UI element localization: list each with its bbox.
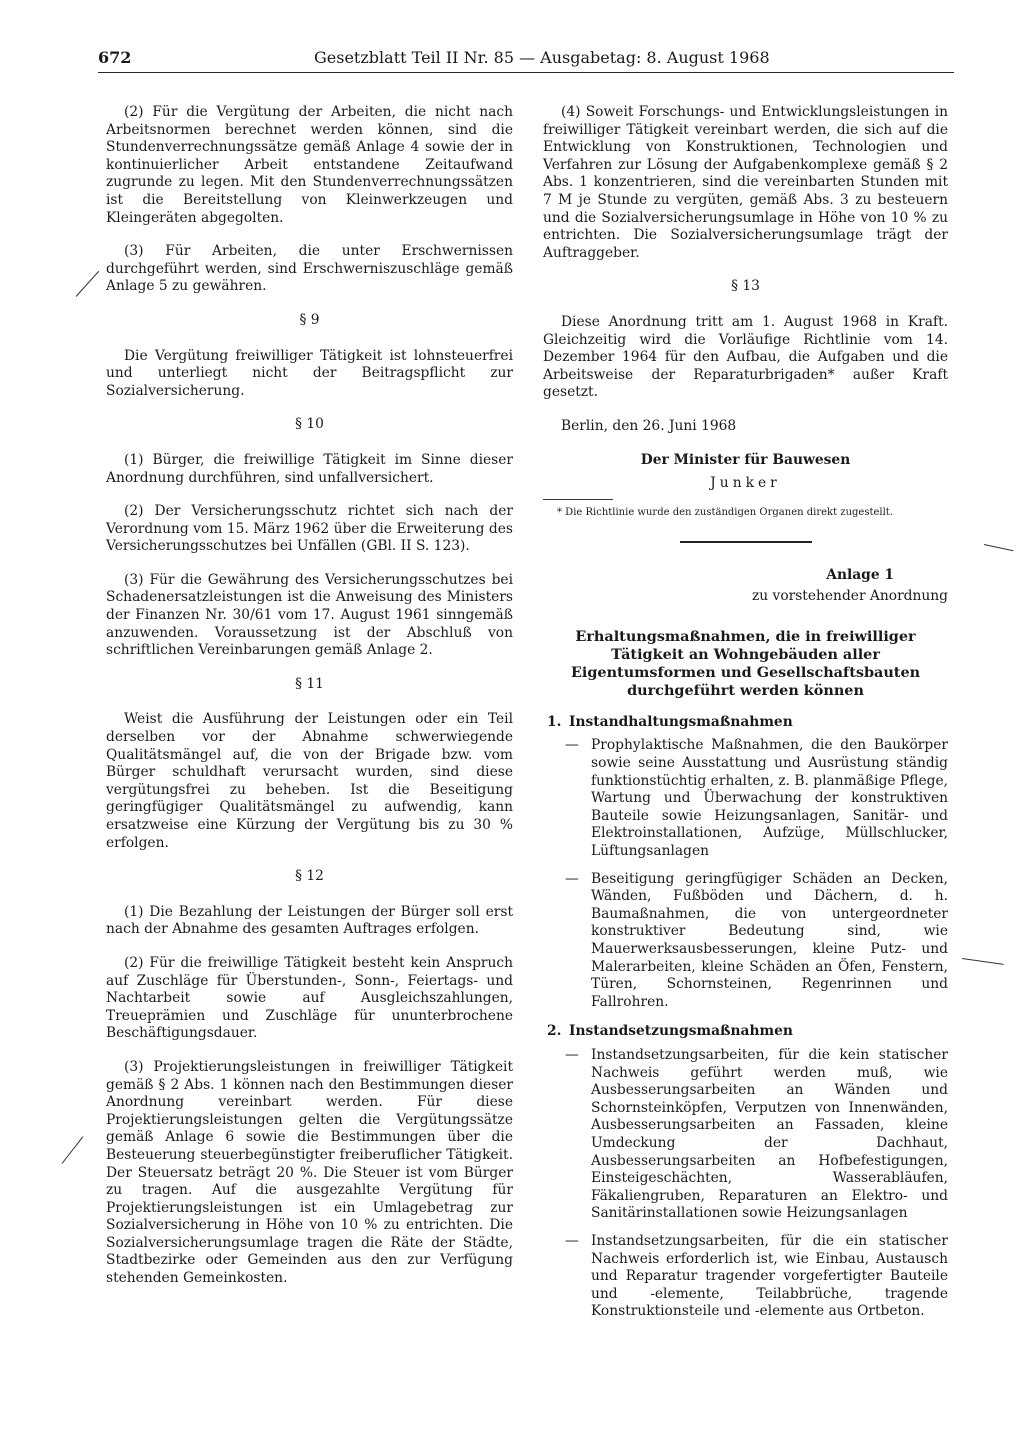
subsection-title: Instandsetzungsmaßnahmen <box>569 1023 793 1040</box>
paragraph: (4) Soweit Forschungs- und Entwicklungsleistungen in freiwilliger Tätigkeit vereinbart werden, die sich auf die Entwicklung von Konstruktionen, Technologien und Verfahren zur Lösung der Aufgabenkomplexe gemäß § 2 Abs. 1 konzentrieren, sind die vereinbarten Stunden mit 7 M je Stunde zu vergüten, gemäß Abs. 3 zu besteuern und die Sozialversicherungsumlage in Höhe von 10 % zu entrichten. Die Sozialversicherungsumlage trägt der Auftraggeber. <box>543 104 948 261</box>
footnote-rule <box>543 499 613 500</box>
list-item <box>543 1233 948 1321</box>
place-date: Berlin, den 26. Juni 1968 <box>561 417 737 434</box>
list-item-text: Instandsetzungsarbeiten, für die ein statischer Nachweis erforderlich ist, wie Einbau, Austausch und Reparatur tragender vorgefertigter Bauteile und -elemente, Teilabbrüche, tragende Konstruktionsteile und -elemente aus Ortbeton. <box>591 1232 948 1320</box>
paragraph: (3) Für die Gewährung des Versicherungsschutzes bei Schadenersatzleistungen ist die Anweisung des Ministers der Finanzen Nr. 30/61 vom 17. August 1961 sinngemäß anzuwenden. Voraussetzung ist der Abschluß von schriftlichen Vereinbarungen gemäß Anlage 2. <box>106 571 513 659</box>
paragraph: Diese Anordnung tritt am 1. August 1968 in Kraft. Gleichzeitig wird die Vorläufige Richtlinie vom 14. Dezember 1964 für den Aufbau, die Aufgaben und die Arbeitsweise der Reparaturbrigaden* außer Kraft gesetzt. <box>543 313 948 401</box>
minister-signature-name: Junker <box>710 475 781 492</box>
annex-subtitle: zu vorstehender Anordnung <box>751 588 948 605</box>
list-item-text: Prophylaktische Maßnahmen, die den Baukörper sowie seine Ausstattung und Ausrüstung ständig funktionstüchtig erhalten, z. B. planmäßige Pflege, Wartung und Überwachung der konstruktiven Bauteile sowie Heizungsanlagen, Sanitär- und Elektroinstallationen, Aufzüge, Müllschlucker, Lüftungsanlagen <box>591 737 948 860</box>
list-item-text: Instandsetzungsarbeiten, für die kein statischer Nachweis geführt werden muß, wie Ausbesserungsarbeiten an Wänden und Schornsteinköpfen, Verputzen von Innenwänden, Ausbesserungsarbeiten an Fassaden, kleine Umdeckung der Dachhaut, Ausbesserungsarbeiten an Hofbefestigungen, Einsteigeschächten, Wasserabläufen, Fäkaliengruben, Reparaturen an Elektro- und Sanitärinstallationen sowie Heizungsanlagen <box>591 1046 948 1222</box>
dash-bullet: — <box>565 1232 579 1249</box>
paragraph: (3) Für Arbeiten, die unter Erschwernissen durchgeführt werden, sind Erschwerniszuschläge gemäß Anlage 5 zu gewähren. <box>106 243 513 295</box>
footnote: * Die Richtlinie wurde den zuständigen Organen direkt zugestellt. <box>557 506 893 518</box>
paragraph: Weist die Ausführung der Leistungen oder ein Teil derselben vor der Abnahme schwerwiegende Qualitätsmängel auf, die von der Brigade bzw. vom Bürger schuldhaft verursacht wurden, sind diese vergütungsfrei zu beheben. Ist die Beseitigung geringfügiger Qualitätsmängel zu aufwendig, kann ersatzweise eine Kürzung der Vergütung bis zu 30 % erfolgen. <box>106 711 513 851</box>
paragraph: (1) Bürger, die freiwillige Tätigkeit im Sinne dieser Anordnung durchführen, sind unfallversichert. <box>106 451 513 486</box>
paragraph: (3) Projektierungsleistungen in freiwilliger Tätigkeit gemäß § 2 Abs. 1 können nach den Bestimmungen dieser Anordnung vereinbart werden. Für diese Projektierungsleistungen gelten die Vergütungssätze gemäß Anlage 6 sowie die Bestimmungen über die Besteuerung steuerbegünstigter freiberuflicher Tätigkeit. Der Steuersatz beträgt 20 %. Die Steuer ist vom Bürger zu tragen. Auf die ausgezahlte Vergütung für Projektierungsleistungen ist ein Umlagebetrag zur Sozialversicherung in Höhe von 10 % zu entrichten. Die Sozialversicherungsumlage tragen die Räte der Städte, Stadtbezirke oder Gemeinden aus den zur Verfügung stehenden Gemeinkosten. <box>106 1058 513 1287</box>
subsection-number: 1. <box>547 713 562 730</box>
list-item <box>543 871 948 1012</box>
annex-heading: Erhaltungsmaßnahmen, die in freiwilliger Tätigkeit an Wohngebäuden aller Eigentumsformen und Gesellschaftsbauten durchgeführt werden können <box>570 627 921 699</box>
annex-title: Anlage 1 <box>826 566 894 583</box>
margin-pen-mark <box>984 544 1014 551</box>
subsection-number: 2. <box>547 1023 562 1040</box>
dash-bullet: — <box>565 1046 579 1063</box>
paragraph: (2) Für die Vergütung der Arbeiten, die nicht nach Arbeitsnormen berechnet werden können, sind die Stundenverrechnungssätze gemäß Anlage 4 sowie der in kontinuierlicher Arbeit entstandene Zeitaufwand zugrunde zu legen. Mit den Stundenverrechnungssätzen ist die Bereitstellung von Kleinwerkzeugen und Kleingeräten abgegolten. <box>106 104 513 226</box>
page-number: 672 <box>98 48 132 67</box>
dash-bullet: — <box>565 737 579 754</box>
section-heading: § 11 <box>295 675 324 692</box>
subsection-heading <box>547 714 948 732</box>
paragraph: (2) Für die freiwillige Tätigkeit besteht kein Anspruch auf Zuschläge für Überstunden-, Sonn-, Feiertags- und Nachtarbeit sowie auf Ausgleichszahlungen, Treueprämien und Zuschläge für ununterbrochene Beschäftigungsdauer. <box>106 954 513 1042</box>
list-item <box>543 737 948 860</box>
page-header <box>98 48 954 72</box>
section-heading: § 12 <box>295 868 324 885</box>
paragraph: Die Vergütung freiwilliger Tätigkeit ist lohnsteuerfrei und unterliegt nicht der Beitragspflicht zur Sozialversicherung. <box>106 347 513 399</box>
paragraph: (2) Der Versicherungsschutz richtet sich nach der Verordnung vom 15. März 1962 über die Erweiterung des Versicherungsschutzes bei Unfällen (GBl. II S. 123). <box>106 503 513 555</box>
header-title: Gesetzblatt Teil II Nr. 85 — Ausgabetag: 8. August 1968 <box>314 48 770 67</box>
list-item <box>543 1047 948 1223</box>
list-item-text: Beseitigung geringfügiger Schäden an Decken, Wänden, Fußböden und Dächern, d. h. Baumaßnahmen, die von untergeordneter konstruktiver Bedeutung sind, wie Mauerwerksausbesserungen, kleine Putz- und Malerarbeiten, kleine Schäden an Öfen, Fenstern, Türen, Schornsteinen, Regenrinnen und Fallrohren. <box>591 870 948 1010</box>
right-column <box>543 104 948 1331</box>
subsection-heading <box>547 1023 948 1041</box>
section-divider <box>680 541 812 543</box>
section-heading: § 9 <box>299 311 320 328</box>
left-column <box>106 104 513 1304</box>
margin-pen-mark <box>62 1136 84 1163</box>
minister-title: Der Minister für Bauwesen <box>640 451 851 468</box>
dash-bullet: — <box>565 870 579 887</box>
subsection-title: Instandhaltungsmaßnahmen <box>569 713 793 730</box>
paragraph: (1) Die Bezahlung der Leistungen der Bürger soll erst nach der Abnahme des gesamten Auftrages erfolgen. <box>106 903 513 938</box>
margin-pen-mark <box>76 271 99 297</box>
section-heading: § 13 <box>731 278 760 295</box>
section-heading: § 10 <box>295 416 324 433</box>
margin-pen-mark <box>962 958 1004 965</box>
header-rule <box>98 72 954 73</box>
